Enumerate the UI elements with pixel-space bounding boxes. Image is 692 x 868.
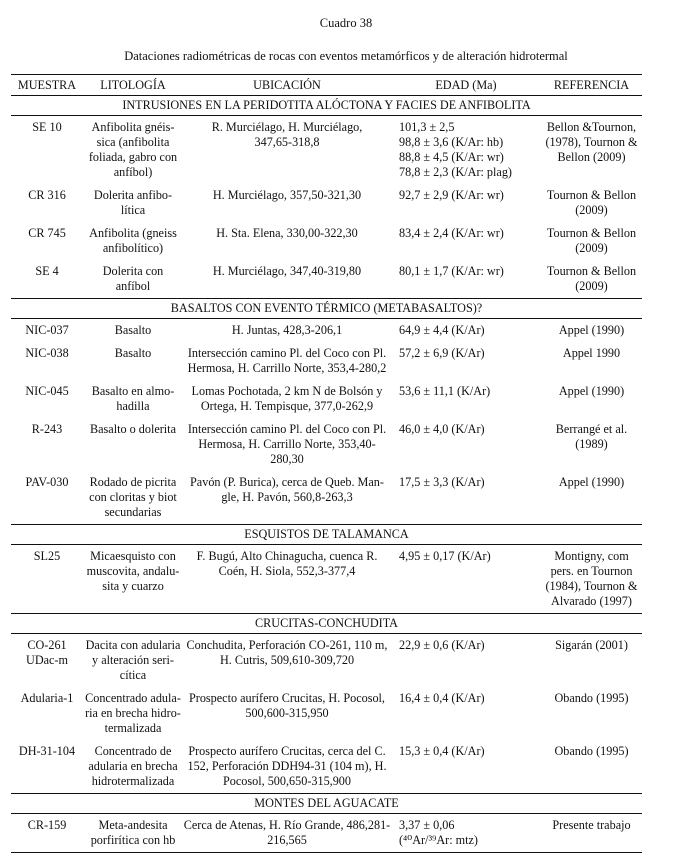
table-row	[11, 380, 642, 418]
table-row	[11, 260, 642, 299]
cell-referencia: Appel 1990	[562, 346, 621, 360]
cell-litologia: Basalto o dolerita	[90, 422, 176, 436]
cell-ubicacion: H. Murciélago, 357,50-321,30	[212, 188, 362, 202]
cell-referencia: Obando (1995)	[554, 744, 629, 758]
cell-edad: 22,9 ± 0,6 (K/Ar)	[399, 638, 485, 652]
section-header-row	[11, 525, 642, 545]
cell-edad: 16,4 ± 0,4 (K/Ar)	[399, 691, 485, 705]
cell-litologia: Basalto	[114, 323, 152, 337]
cell-ubicacion: Intersección camino Pl. del Coco con Pl. Hermosa, H. Carrillo Norte, 353,4-280,2	[187, 346, 387, 375]
cell-litologia: Concentrado de adularia en brecha hidrotermalizada	[88, 744, 178, 788]
cell-referencia: Sigarán (2001)	[555, 638, 628, 652]
cell-edad: 53,6 ± 11,1 (K/Ar)	[399, 384, 491, 398]
table-row	[11, 687, 642, 740]
cell-edad: 17,5 ± 3,3 (K/Ar)	[399, 475, 485, 489]
cell-ubicacion: R. Murciélago, H. Murciélago, 347,65-318,8	[211, 120, 363, 149]
table-row	[11, 814, 642, 853]
cell-muestra: NIC-038	[25, 346, 69, 360]
cell-edad: 57,2 ± 6,9 (K/Ar)	[399, 346, 485, 360]
cell-litologia: Basalto en almo- hadilla	[91, 384, 175, 413]
cell-referencia: Appel (1990)	[558, 384, 625, 398]
table-row	[11, 319, 642, 343]
cell-muestra: CR 316	[28, 188, 66, 202]
section-title: ESQUISTOS DE TALAMANCA	[11, 525, 642, 545]
cell-muestra: R-243	[31, 422, 63, 436]
cell-edad: 15,3 ± 0,4 (K/Ar)	[399, 744, 485, 758]
table-row	[11, 222, 642, 260]
table-body	[11, 96, 642, 853]
cell-ubicacion: H. Juntas, 428,3-206,1	[231, 323, 343, 337]
section-title: INTRUSIONES EN LA PERIDOTITA ALÓCTONA Y FACIES DE ANFIBOLITA	[11, 96, 642, 116]
cell-muestra: SL25	[33, 549, 61, 563]
cell-referencia: Bellon &Tournon, (1978), Tournon & Bellon (2009)	[545, 120, 638, 164]
table-caption-title: Cuadro 38	[319, 16, 373, 30]
cell-ubicacion: Cerca de Atenas, H. Río Grande, 486,281- 216,565	[183, 814, 391, 853]
cell-litologia: Anfibolita gnéis- sica (anfibolita foliada, gabro con anfíbol)	[88, 120, 178, 179]
cell-muestra: CR-159	[11, 814, 83, 853]
table-row	[11, 634, 642, 688]
cell-edad: 64,9 ± 4,4 (K/Ar)	[399, 323, 485, 337]
cell-ubicacion: Prospecto aurífero Crucitas, cerca del C. 152, Perforación DDH94-31 (104 m), H. Pocosol, 500,650-315,900	[187, 744, 387, 788]
header-edad: EDAD (Ma)	[391, 75, 541, 96]
cell-ubicacion: Conchudita, Perforación CO-261, 110 m, H. Cutris, 509,610-309,720	[186, 638, 388, 667]
radiometric-dating-table	[11, 74, 642, 853]
table-row	[11, 116, 642, 185]
cell-muestra: NIC-045	[25, 384, 69, 398]
cell-ubicacion: Pavón (P. Burica), cerca de Queb. Man- gle, H. Pavón, 560,8-263,3	[190, 475, 384, 504]
section-header-row	[11, 794, 642, 814]
section-title: MONTES DEL AGUACATE	[11, 794, 642, 814]
cell-ubicacion: H. Sta. Elena, 330,00-322,30	[216, 226, 358, 240]
cell-litologia: Basalto	[114, 346, 152, 360]
cell-edad: 92,7 ± 2,9 (K/Ar: wr)	[399, 188, 504, 202]
cell-litologia: Dacita con adularia y alteración seri- cítica	[85, 638, 181, 682]
cell-muestra: SE 4	[35, 264, 59, 278]
cell-litologia: Anfibolita (gneiss anfibolítico)	[89, 226, 177, 255]
cell-litologia: Concentrado adula- ria en brecha hidro- termalizada	[85, 691, 181, 735]
cell-referencia: Obando (1995)	[554, 691, 629, 705]
section-title: BASALTOS CON EVENTO TÉRMICO (METABASALTOS)?	[11, 299, 642, 319]
cell-ubicacion: H. Murciélago, 347,40-319,80	[212, 264, 362, 278]
cell-muestra: CR 745	[28, 226, 66, 240]
table-caption-subtitle: Dataciones radiométricas de rocas con eventos metamórficos y de alteración hidrotermal	[124, 49, 568, 63]
cell-referencia: Tournon & Bellon (2009)	[546, 226, 637, 255]
cell-edad: 46,0 ± 4,0 (K/Ar)	[399, 422, 485, 436]
header-litologia: LITOLOGÍA	[83, 75, 183, 96]
table-row	[11, 342, 642, 380]
cell-edad: 80,1 ± 1,7 (K/Ar: wr)	[399, 264, 504, 278]
cell-referencia: Presente trabajo	[541, 814, 642, 853]
cell-referencia: Appel (1990)	[558, 323, 625, 337]
table-row	[11, 418, 642, 471]
cell-muestra: DH-31-104	[18, 744, 76, 758]
header-row	[11, 75, 642, 96]
cell-ubicacion: Intersección camino Pl. del Coco con Pl. Hermosa, H. Carrillo Norte, 353,40- 280,30	[187, 422, 387, 466]
header-muestra: MUESTRA	[11, 75, 83, 96]
table-row	[11, 545, 642, 614]
cell-muestra: NIC-037	[25, 323, 69, 337]
cell-litologia: Rodado de picrita con cloritas y biot secundarias	[89, 475, 177, 519]
cell-referencia: Montigny, com pers. en Tournon (1984), Tournon & Alvarado (1997)	[545, 549, 638, 608]
cell-edad: 101,3 ± 2,5 98,8 ± 3,6 (K/Ar: hb) 88,8 ± 4,5 (K/Ar: wr) 78,8 ± 2,3 (K/Ar: plag)	[399, 120, 512, 179]
header-ubicacion: UBICACIÓN	[183, 75, 391, 96]
section-header-row	[11, 299, 642, 319]
cell-litologia: Meta-andesita porfirítica con hb	[83, 814, 183, 853]
table-row	[11, 471, 642, 525]
section-title: CRUCITAS-CONCHUDITA	[11, 614, 642, 634]
cell-edad: 3,37 ± 0,06 (⁴⁰Ar/³⁹Ar: mtz)	[391, 814, 541, 853]
cell-edad: 83,4 ± 2,4 (K/Ar: wr)	[399, 226, 504, 240]
cell-ubicacion: F. Bugú, Alto Chinagucha, cuenca R. Coén, H. Siola, 552,3-377,4	[196, 549, 378, 578]
cell-muestra: Adularia-1	[20, 691, 74, 705]
table-row	[11, 184, 642, 222]
cell-muestra: PAV-030	[25, 475, 69, 489]
header-referencia: REFERENCIA	[541, 75, 642, 96]
cell-referencia: Tournon & Bellon (2009)	[546, 188, 637, 217]
cell-edad: 4,95 ± 0,17 (K/Ar)	[399, 549, 491, 563]
cell-referencia: Tournon & Bellon (2009)	[546, 264, 637, 293]
cell-referencia: Appel (1990)	[558, 475, 625, 489]
table-row	[11, 740, 642, 794]
cell-referencia: Berrangé et al. (1989)	[555, 422, 628, 451]
cell-muestra: CO-261 UDac-m	[26, 638, 68, 667]
cell-ubicacion: Prospecto aurífero Crucitas, H. Pocosol, 500,600-315,950	[189, 691, 385, 720]
cell-litologia: Dolerita anfibo- lítica	[93, 188, 173, 217]
cell-ubicacion: Lomas Pochotada, 2 km N de Bolsón y Ortega, H. Tempisque, 377,0-262,9	[191, 384, 383, 413]
section-header-row	[11, 96, 642, 116]
cell-litologia: Micaesquisto con muscovita, andalu- sita y cuarzo	[86, 549, 180, 593]
cell-muestra: SE 10	[32, 120, 62, 134]
section-header-row	[11, 614, 642, 634]
cell-litologia: Dolerita con anfíbol	[102, 264, 164, 293]
